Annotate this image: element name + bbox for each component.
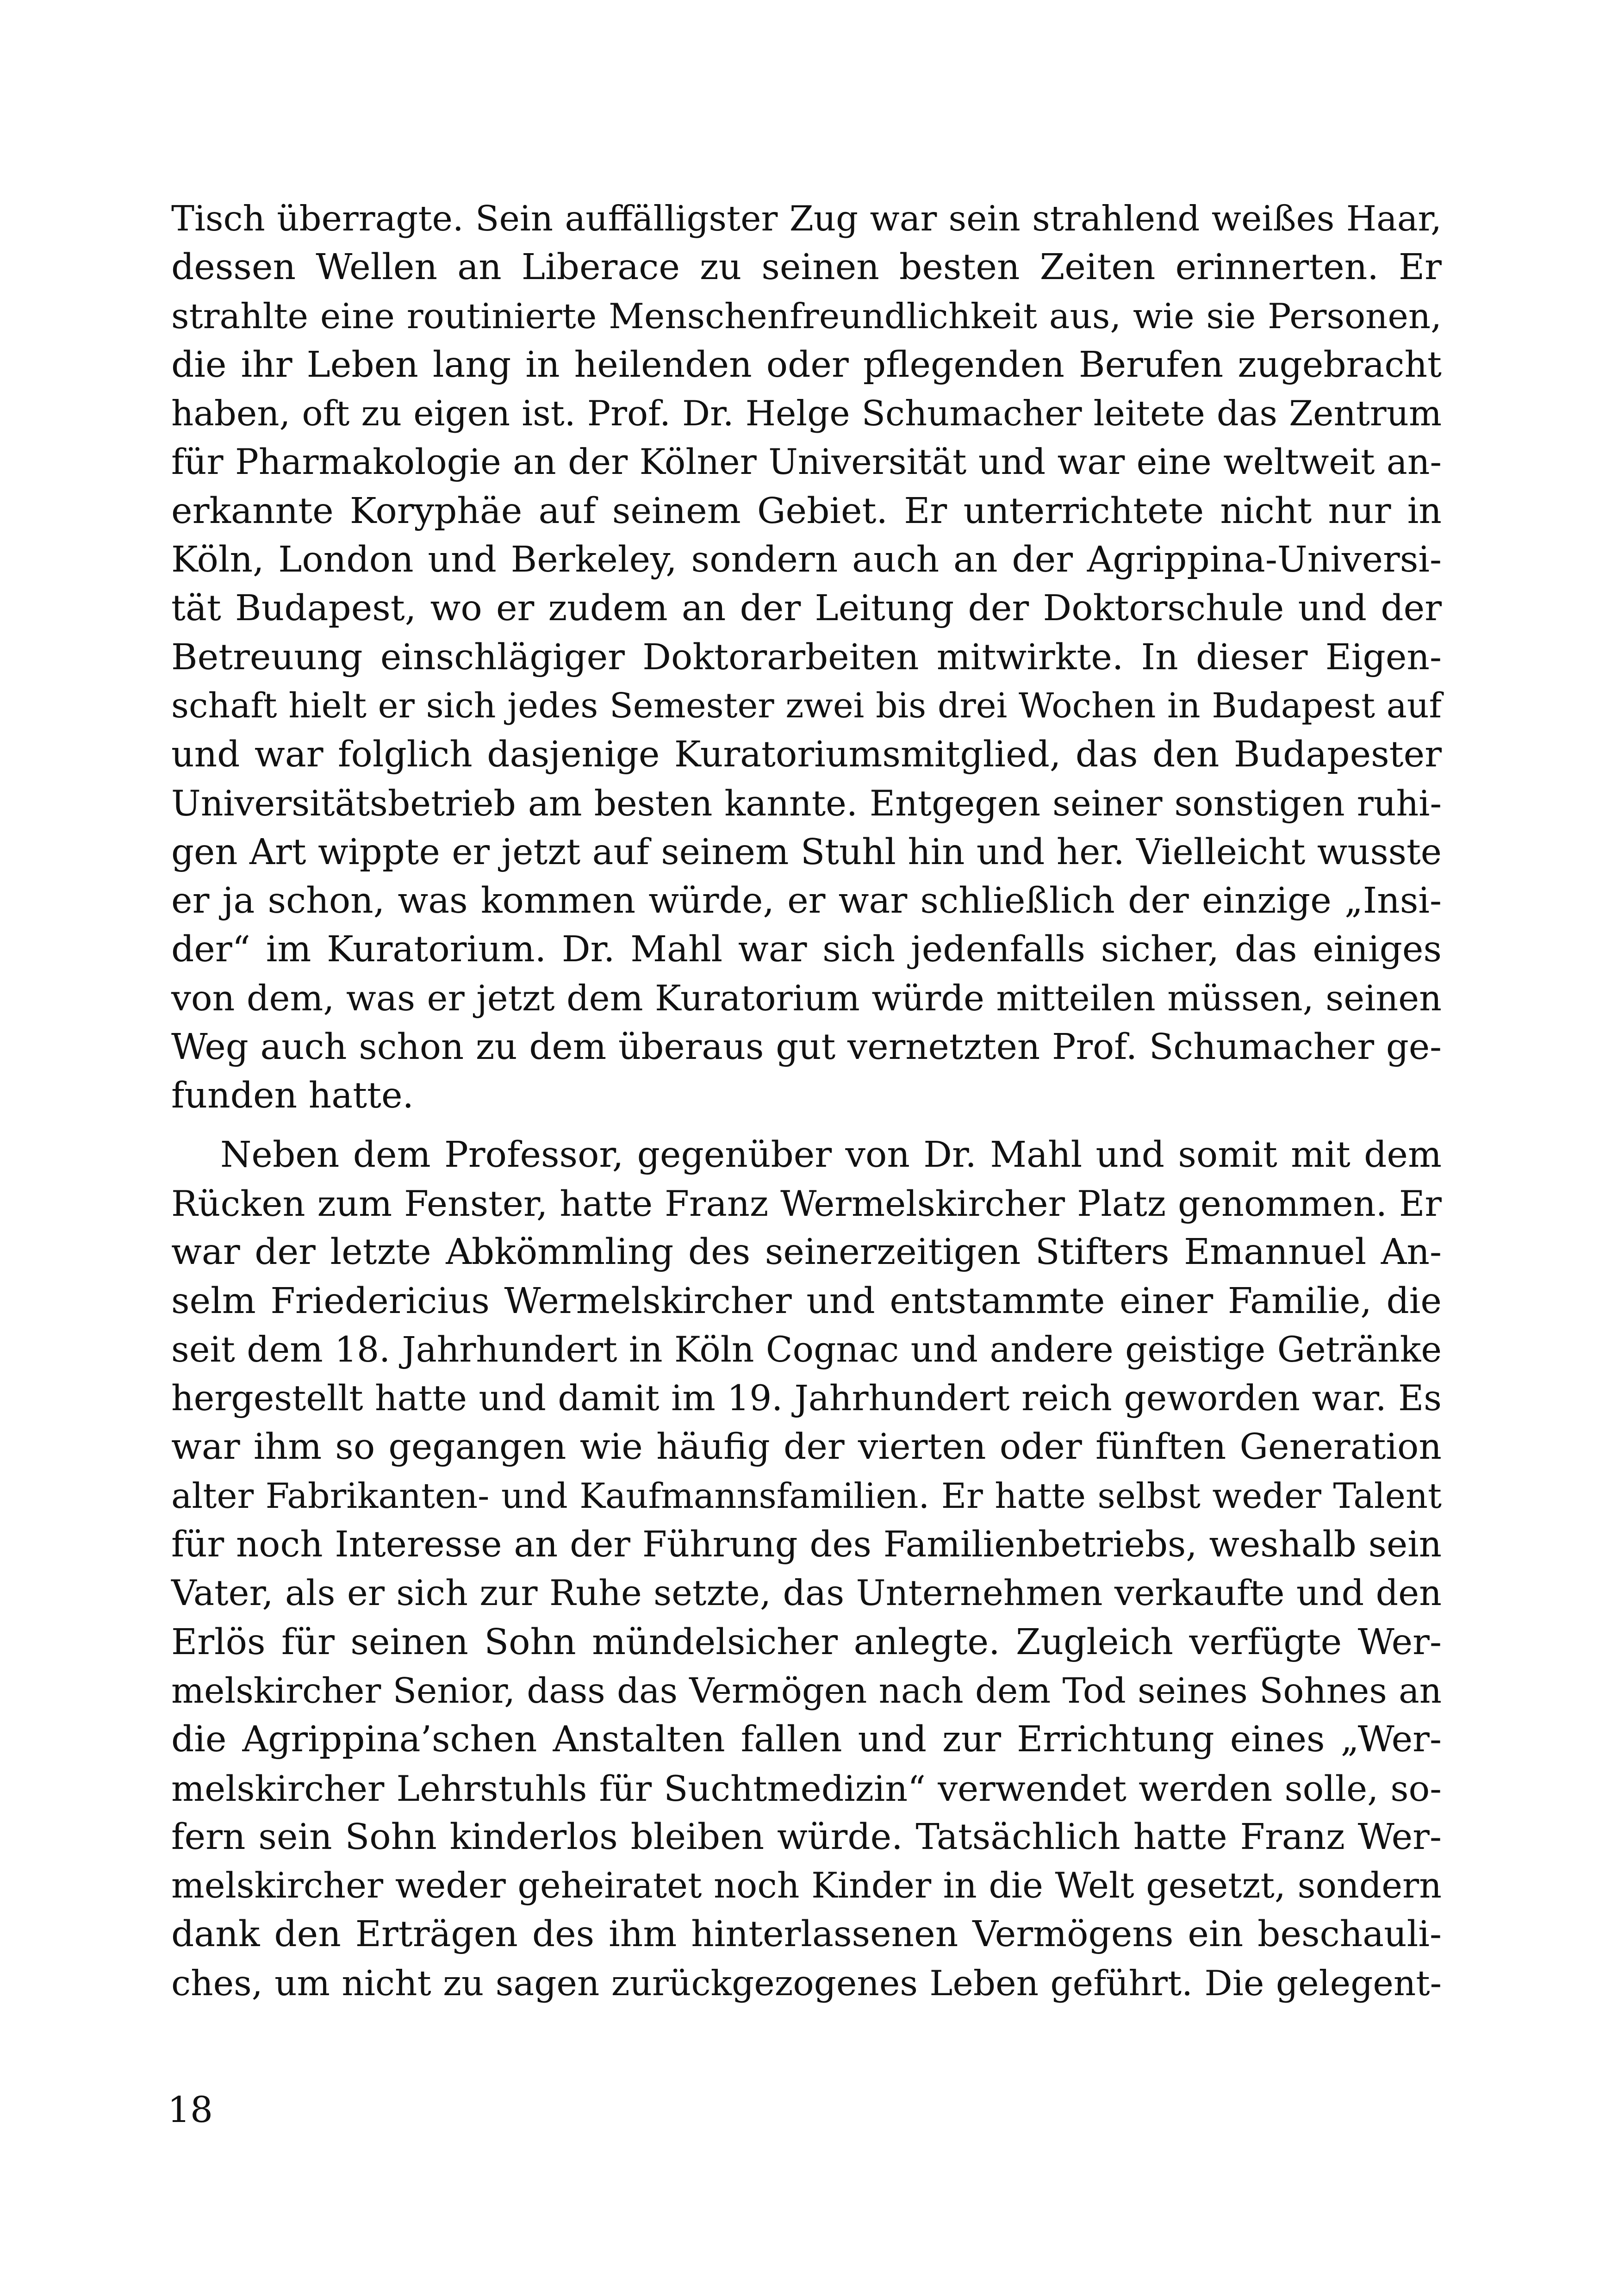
text-line: selm Friedericius Wermelskircher und entstammte einer Familie, die xyxy=(171,1280,1442,1322)
text-line: strahlte eine routinierte Menschenfreundlichkeit aus, wie sie Personen, xyxy=(171,295,1442,336)
text-line: ches, um nicht zu sagen zurückgezogenes Leben geführt. Die gelegent- xyxy=(171,1962,1442,2004)
text-line: von dem, was er jetzt dem Kuratorium würde mitteilen müssen, seinen xyxy=(171,977,1442,1019)
text-line: Erlös für seinen Sohn mündelsicher anlegte. Zugleich verfügte Wer- xyxy=(171,1621,1442,1663)
paragraph-1 xyxy=(171,194,1442,1120)
text-line: alter Fabrikanten- und Kaufmannsfamilien. Er hatte selbst weder Talent xyxy=(171,1475,1442,1516)
text-line: der“ im Kuratorium. Dr. Mahl war sich jedenfalls sicher, das einiges xyxy=(171,929,1442,971)
text-line: seit dem 18. Jahrhundert in Köln Cognac und andere geistige Getränke xyxy=(171,1329,1442,1370)
text-line: schaft hielt er sich jedes Semester zwei bis drei Wochen in Budapest auf xyxy=(171,685,1442,726)
text-line: Neben dem Professor, gegenüber von Dr. Mahl und somit mit dem xyxy=(220,1134,1442,1176)
paragraph-2 xyxy=(171,1131,1442,2008)
text-line: dank den Erträgen des ihm hinterlassenen Vermögens ein beschauli- xyxy=(171,1914,1442,1955)
text-line: und war folglich dasjenige Kuratoriumsmitglied, das den Budapester xyxy=(171,734,1442,776)
text-line: tät Budapest, wo er zudem an der Leitung der Doktorschule und der xyxy=(171,588,1442,629)
text-line: Rücken zum Fenster, hatte Franz Wermelskircher Platz genommen. Er xyxy=(171,1182,1442,1224)
text-line: Weg auch schon zu dem überaus gut vernetzten Prof. Schumacher ge- xyxy=(171,1027,1442,1068)
text-line: erkannte Koryphäe auf seinem Gebiet. Er unterrichtete nicht nur in xyxy=(171,490,1442,532)
text-line: die Agrippina’schen Anstalten fallen und zur Errichtung eines „Wer- xyxy=(171,1719,1442,1761)
text-line: gen Art wippte er jetzt auf seinem Stuhl hin und her. Vielleicht wusste xyxy=(171,831,1442,873)
text-line: funden hatte. xyxy=(171,1075,414,1117)
text-line: er ja schon, was kommen würde, er war schließlich der einzige „Insi- xyxy=(171,880,1442,922)
text-line: die ihr Leben lang in heilenden oder pflegenden Berufen zugebracht xyxy=(171,344,1442,386)
body-text xyxy=(171,194,1442,2008)
text-line: war der letzte Abkömmling des seinerzeitigen Stifters Emannuel An- xyxy=(171,1232,1442,1273)
text-line: melskircher Lehrstuhls für Suchtmedizin“ verwendet werden solle, so- xyxy=(171,1767,1442,1809)
text-line: für Pharmakologie an der Kölner Universität und war eine weltweit an- xyxy=(171,442,1442,483)
paragraph-gap xyxy=(171,1120,1442,1131)
text-line: Tisch überragte. Sein auffälligster Zug war sein strahlend weißes Haar, xyxy=(171,198,1442,239)
text-line: war ihm so gegangen wie häufig der vierten oder fünften Generation xyxy=(171,1426,1442,1468)
text-line: dessen Wellen an Liberace zu seinen besten Zeiten erinnerten. Er xyxy=(171,247,1442,288)
page-number: 18 xyxy=(168,2090,213,2131)
text-line: melskircher Senior, dass das Vermögen nach dem Tod seines Sohnes an xyxy=(171,1670,1442,1711)
text-line: hergestellt hatte und damit im 19. Jahrhundert reich geworden war. Es xyxy=(171,1378,1442,1419)
text-line: Betreuung einschlägiger Doktorarbeiten mitwirkte. In dieser Eigen- xyxy=(171,636,1442,678)
text-line: Universitätsbetrieb am besten kannte. Entgegen seiner sonstigen ruhi- xyxy=(171,783,1442,824)
text-line: Köln, London und Berkeley, sondern auch an der Agrippina-Universi- xyxy=(171,539,1442,581)
text-line: fern sein Sohn kinderlos bleiben würde. Tatsächlich hatte Franz Wer- xyxy=(171,1816,1442,1858)
text-line: für noch Interesse an der Führung des Familienbetriebs, weshalb sein xyxy=(171,1524,1442,1566)
text-line: haben, oft zu eigen ist. Prof. Dr. Helge Schumacher leitete das Zentrum xyxy=(171,393,1442,434)
text-line: Vater, als er sich zur Ruhe setzte, das Unternehmen verkaufte und den xyxy=(171,1573,1442,1614)
text-line: melskircher weder geheiratet noch Kinder in die Welt gesetzt, sondern xyxy=(171,1865,1442,1906)
